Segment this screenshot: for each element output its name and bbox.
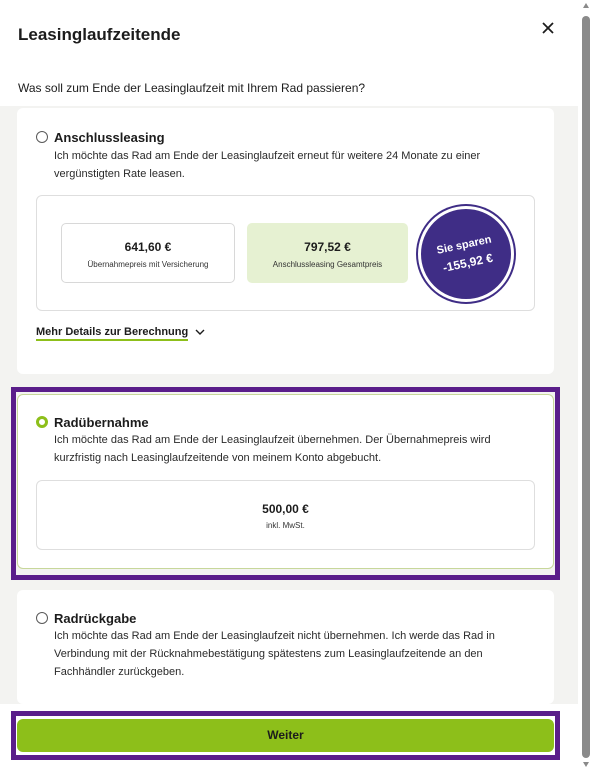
modal-header — [0, 0, 578, 70]
modal-title: Leasinglaufzeitende — [18, 25, 181, 44]
chevron-down-icon[interactable] — [194, 326, 206, 338]
details-link[interactable]: Mehr Details zur Berechnung — [36, 326, 188, 341]
option-desc-radubernahme: Ich möchte das Rad am Ende der Leasinglaufzeit übernehmen. Der Übernahmepreis wird kurzfristig nach Leasinglaufzeitende von meinem Konto abgebucht. — [54, 434, 491, 464]
price-value: 500,00 € — [262, 502, 309, 516]
question-text: Was soll zum Ende der Leasinglaufzeit mit Ihrem Rad passieren? — [18, 81, 366, 95]
price-label: inkl. MwSt. — [266, 521, 305, 530]
option-title-radubernahme: Radübernahme — [54, 415, 149, 430]
radio-anschlussleasing[interactable] — [36, 131, 48, 143]
option-desc-anschlussleasing: Ich möchte das Rad am Ende der Leasinglaufzeit erneut für weitere 24 Monate zu einer vergünstigten Rate leasen. — [54, 150, 481, 180]
close-button[interactable] — [536, 16, 560, 40]
price-label: Übernahmepreis mit Versicherung — [87, 260, 209, 269]
radio-radubernahme[interactable] — [36, 416, 48, 428]
scroll-down-arrow-icon[interactable] — [582, 760, 590, 768]
price-box-followup-leasing — [247, 223, 408, 283]
option-desc-radruckgabe: Ich möchte das Rad am Ende der Leasinglaufzeit nicht übernehmen. Ich werde das Rad in Verbindung mit der Rücknahmebestätigung spätestens zum Leasinglaufzeitende an den Fachhändler zurückgeben. — [54, 630, 495, 678]
scrollbar-thumb[interactable] — [582, 16, 590, 758]
price-box-takeover-insured — [61, 223, 235, 283]
price-value: 641,60 € — [124, 240, 172, 254]
price-label: Anschlussleasing Gesamtpreis — [272, 260, 383, 269]
scroll-up-arrow-icon[interactable] — [582, 2, 590, 10]
price-box-radubernahme — [36, 480, 535, 550]
continue-button[interactable]: Weiter — [17, 719, 554, 752]
option-title-radruckgabe: Radrückgabe — [54, 611, 137, 626]
radio-radruckgabe[interactable] — [36, 612, 48, 624]
close-icon — [536, 16, 560, 40]
price-value: 797,52 € — [304, 240, 351, 254]
savings-label: Sie sparen — [435, 233, 493, 257]
savings-badge — [418, 206, 514, 302]
option-title-anschlussleasing: Anschlussleasing — [54, 130, 165, 145]
savings-value: -155,92 € — [441, 250, 495, 275]
